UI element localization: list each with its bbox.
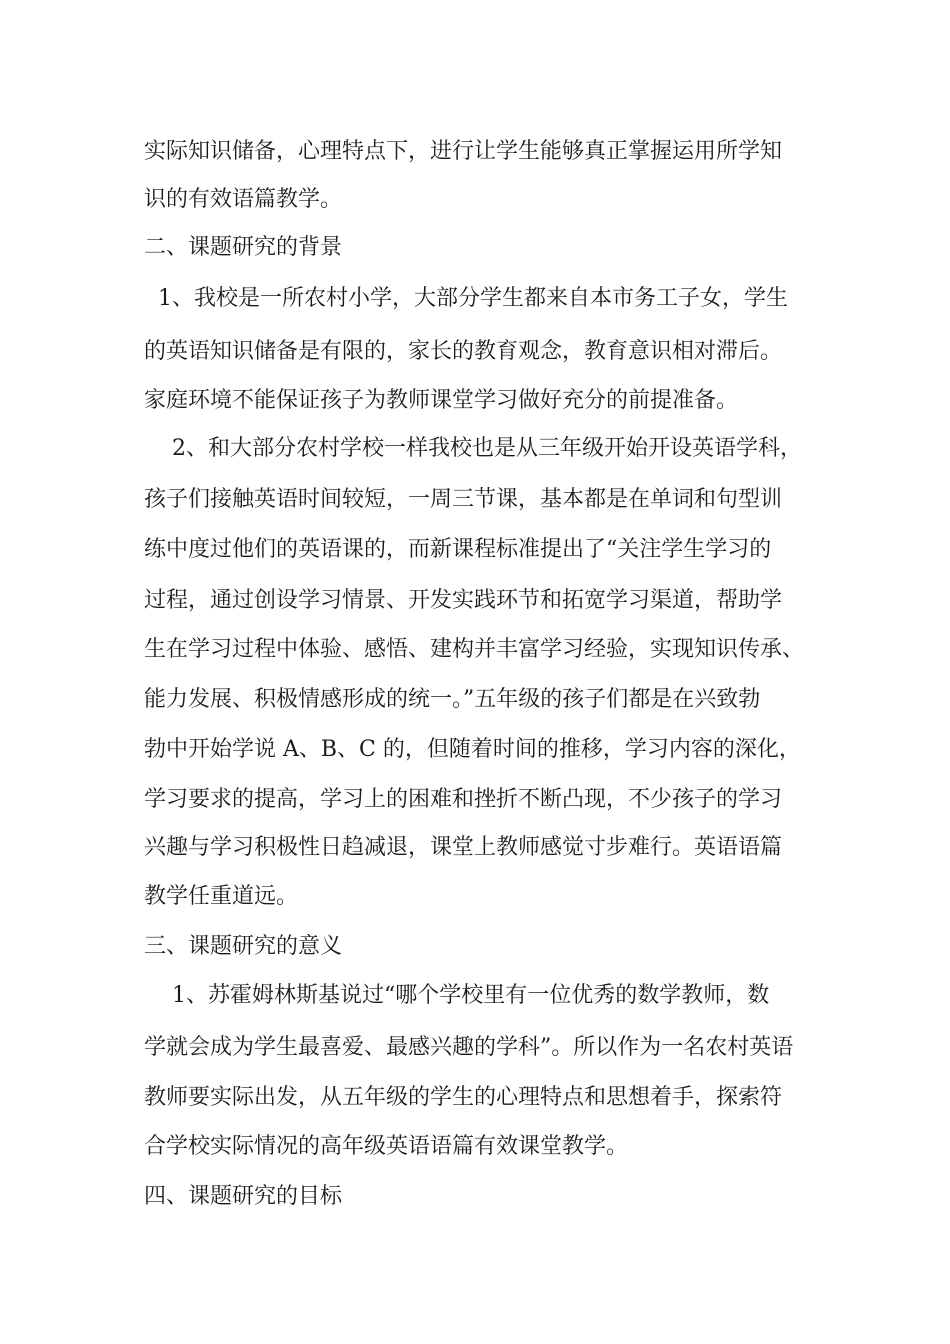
section-heading: 三、课题研究的意义 (144, 934, 343, 959)
paragraph-line: 1、我校是一所农村小学，大部分学生都来自本市务工子女，学生 (144, 286, 788, 311)
paragraph-line: 教师要实际出发，从五年级的学生的心理特点和思想着手，探索符 (144, 1085, 783, 1110)
paragraph-line: 实际知识储备，心理特点下，进行让学生能够真正掌握运用所学知 (144, 139, 783, 164)
paragraph-line: 学就会成为学生最喜爱、最感兴趣的学科”。所以作为一名农村英语 (144, 1035, 794, 1060)
paragraph-line: 孩子们接触英语时间较短，一周三节课，基本都是在单词和句型训 (144, 487, 783, 512)
paragraph-line: 1、苏霍姆林斯基说过“哪个学校里有一位优秀的数学教师，数 (144, 983, 770, 1008)
paragraph-line: 练中度过他们的英语课的，而新课程标准提出了“关注学生学习的 (144, 537, 772, 562)
paragraph-line: 兴趣与学习积极性日趋减退，课堂上教师感觉寸步难行。英语语篇 (144, 835, 783, 860)
section-heading: 四、课题研究的目标 (144, 1184, 343, 1209)
paragraph-line: 2、和大部分农村学校一样我校也是从三年级开始开设英语学科， (144, 436, 802, 461)
paragraph-line: 过程，通过创设学习情景、开发实践环节和拓宽学习渠道，帮助学 (144, 588, 783, 613)
paragraph-line: 合学校实际情况的高年级英语语篇有效课堂教学。 (144, 1134, 629, 1159)
paragraph-line: 的英语知识储备是有限的，家长的教育观念，教育意识相对滞后。 (144, 339, 783, 364)
paragraph-line: 勃中开始学说 A、B、C 的，但随着时间的推移，学习内容的深化， (144, 737, 801, 762)
paragraph-line: 学习要求的提高，学习上的困难和挫折不断凸现，不少孩子的学习 (144, 787, 783, 812)
paragraph-line: 生在学习过程中体验、感悟、建构并丰富学习经验，实现知识传承、 (144, 637, 805, 662)
paragraph-line: 能力发展、积极情感形成的统一。”五年级的孩子们都是在兴致勃 (144, 687, 761, 712)
paragraph-line: 识的有效语篇教学。 (144, 187, 343, 212)
paragraph-line: 教学任重道远。 (144, 884, 299, 909)
paragraph-line: 家庭环境不能保证孩子为教师课堂学习做好充分的前提准备。 (144, 388, 739, 413)
section-heading: 二、课题研究的背景 (144, 235, 343, 260)
